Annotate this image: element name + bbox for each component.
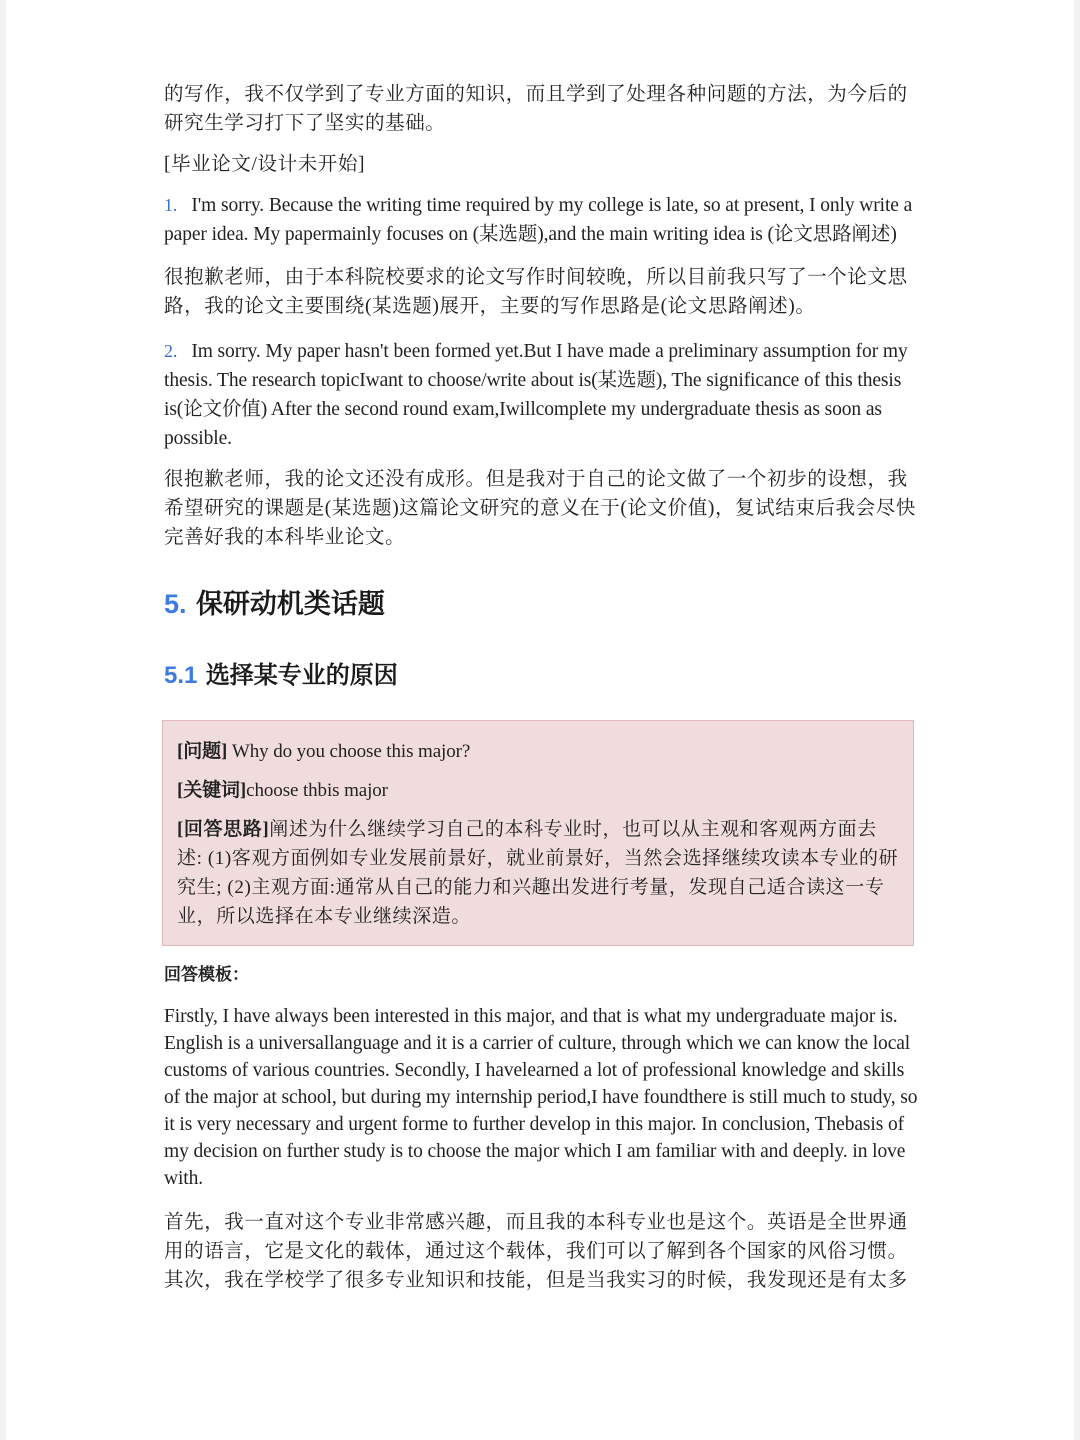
item-english-text: I'm sorry. Because the writing time required by my college is late, so at present, I only write a paper idea. My papermainly focuses on (某选题),and the main writing idea is (论文思路阐述) [164, 195, 913, 245]
section-number: 5. [164, 589, 187, 619]
question-box [162, 720, 914, 946]
list-item [164, 337, 924, 453]
keyword-tag: [关键词] [177, 780, 247, 801]
page-content [164, 80, 924, 1295]
list-number: 1. [164, 195, 178, 215]
keyword-text: choose thbis major [246, 780, 388, 801]
answer-english: Firstly, I have always been interested in this major, and that is what my undergraduate major is. English is a universallanguage and it is a carrier of culture, through which we can know the local customs of various countries. Secondly, I havelearned a lot of professional knowledge and skills of the major at school, but during my internship period,I have foundthere is still much to study, so it is very necessary and urgent forme to further develop in this major. In conclusion, Thebasis of my decision on further study is to choose the major which I am familiar with and deeply. in love with. [164, 1006, 918, 1189]
answer-chinese: 首先，我一直对这个专业非常感兴趣，而且我的本科专业也是这个。英语是全世界通用的语言，它是文化的载体，通过这个载体，我们可以了解到各个国家的风俗习惯。其次，我在学校学了很多专业知识和技能，但是当我实习的时候，我发现还是有太多 [164, 1212, 908, 1291]
intro-paragraph: 的写作，我不仅学到了专业方面的知识，而且学到了处理各种问题的方法，为今后的研究生学习打下了坚实的基础。 [164, 84, 908, 134]
template-label: 回答模板： [164, 965, 249, 985]
question-text: Why do you choose this major? [227, 741, 471, 762]
section-heading [164, 582, 924, 621]
question-tag: [问题] [177, 741, 228, 762]
list-number: 2. [164, 341, 178, 361]
item-chinese-text: 很抱歉老师，我的论文还没有成形。但是我对于自己的论文做了一个初步的设想，我希望研究的课题是(某选题)这篇论文研究的意义在于(论文价值)，复试结束后我会尽快完善好我的本科毕业论文。 [164, 469, 916, 548]
idea-text: 阐述为什么继续学习自己的本科专业时，也可以从主观和客观两方面去述: (1)客观方面例如专业发展前景好，就业前景好，当然会选择继续攻读本专业的研究生; (2)主观方面:通常从自己的能力和兴趣出发进行考量，发现自己适合读这一专业，所以选择在本专业继续深造。 [177, 819, 899, 927]
idea-tag: [回答思路] [177, 819, 270, 840]
case-label: [毕业论文/设计未开始] [164, 154, 366, 175]
list-item [164, 191, 924, 249]
subsection-heading [164, 655, 924, 690]
document-page [6, 0, 1074, 1440]
subsection-title: 选择某专业的原因 [205, 661, 398, 689]
item-chinese-text: 很抱歉老师，由于本科院校要求的论文写作时间较晚，所以目前我只写了一个论文思路，我的论文主要围绕(某选题)展开，主要的写作思路是(论文思路阐述)。 [164, 267, 908, 317]
item-english-text: Im sorry. My paper hasn't been formed yet.But I have made a preliminary assumption for my thesis. The research topicIwant to choose/write about is(某选题), The significance of this thesis is(论文价值) After the second round exam,Iwillcomplete my undergraduate thesis as soon as possible. [164, 341, 908, 449]
section-title: 保研动机类话题 [195, 589, 385, 620]
subsection-number: 5.1 [164, 662, 198, 689]
